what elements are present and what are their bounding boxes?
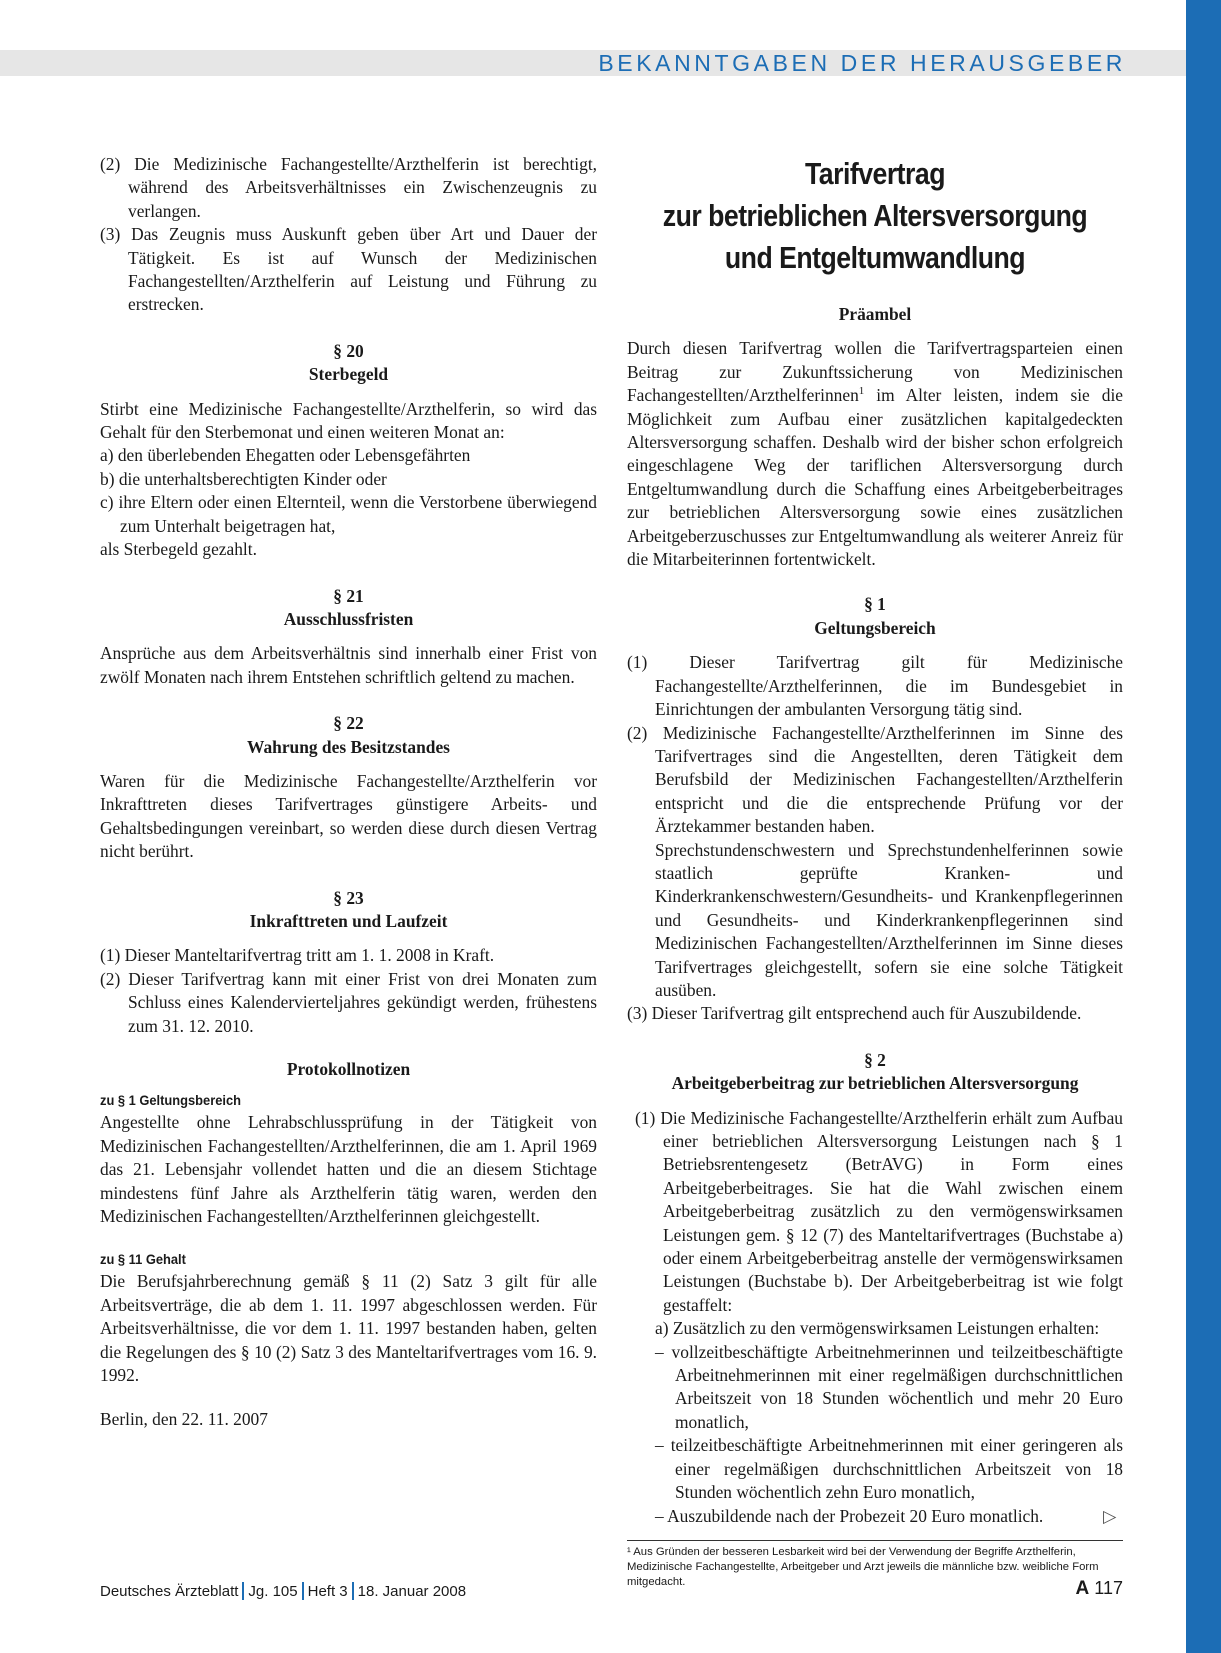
section-2-dash-3: – Auszubildende nach der Probezeit 20 Euro monatlich. ▷ bbox=[655, 1505, 1117, 1526]
volume: Jg. 105 bbox=[248, 1583, 298, 1600]
section-20-number: § 20 bbox=[333, 340, 364, 361]
section-20-item-b: b) die unterhaltsberechtigten Kinder oder bbox=[100, 468, 387, 489]
section-22-title: Wahrung des Besitzstandes bbox=[247, 736, 450, 757]
paragraph-3: (3) Das Zeugnis muss Auskunft geben über Art und Dauer der Tätigkeit. Es ist auf Wunsch der Medizinischen Fachangestellten/Arzthelferin auf Leistung und Führung zu erstrecken. bbox=[100, 224, 597, 315]
section-23-title: Inkrafttreten und Laufzeit bbox=[249, 910, 448, 931]
note-1-title: zu § 1 Geltungsbereich bbox=[100, 1092, 242, 1109]
section-20-intro: Stirbt eine Medizinische Fachangestellte/Arzthelferin, so wird das Gehalt für den Sterbemonat und einen weiteren Monat an: bbox=[100, 398, 597, 443]
section-20-item-a: a) den überlebenden Ehegatten oder Lebensgefährten bbox=[100, 445, 471, 466]
section-23-item-2: (2) Dieser Tarifvertrag kann mit einer Frist von drei Monaten zum Schluss eines Kalendervierteljahres gekündigt werden, frühestens zum 31. 12. 2010. bbox=[100, 968, 597, 1036]
section-2-item-1: (1) Die Medizinische Fachangestellte/Arzthelferin erhält zum Aufbau einer betrieblichen Altersversorgung Leistungen nach § 1 Betriebsrentengesetz (BetrAVG) in Form eines Arbeitgeberbeitrages. Sie hat die Wahl zwischen einem Arbeitgeberbeitrag zusätzlich zu den vermögenswirksamen Leistungen gem. § 12 (7) des Manteltarifvertrages (Buchstabe a) oder einem Arbeitgeberbeitrag anstelle der vermögenswirksamen Leistungen (Buchstabe b). Der Arbeitgeberbeitrag ist wie folgt gestaffelt: bbox=[635, 1107, 1123, 1315]
section-1-item-1: (1) Dieser Tarifvertrag gilt für Medizinische Fachangestellte/Arzthelferinnen, die im Bundesgebiet in Einrichtungen der ambulanten Versorgung tätig sind. bbox=[627, 652, 1123, 720]
section-21-text: Ansprüche aus dem Arbeitsverhältnis sind innerhalb einer Frist von zwölf Monaten nach ihrem Entstehen schriftlich geltend zu machen. bbox=[100, 643, 597, 687]
issue: Heft 3 bbox=[307, 1583, 348, 1600]
right-column bbox=[627, 153, 1123, 1590]
section-1-item-2-cont: Sprechstundenschwestern und Sprechstundenhelferinnen sowie staatlich geprüfte Kranken- und Kinderkrankenschwestern/Gesundheits- und Krankenpflegerinnen und Gesundheits- und Kinderkrankenpflegerinnen sind Medizinischen Fachangestellten/Arzthelferinnen im Sinne dieses Tarifvertrages gleichgestellt, sofern sie eine solche Tätigkeit ausüben. bbox=[655, 839, 1123, 1000]
section-20-item-c: c) ihre Eltern oder einen Elternteil, wenn die Verstorbene überwiegend zum Unterhalt beigetragen hat, bbox=[100, 492, 597, 536]
left-column bbox=[100, 153, 597, 1432]
title-line-1: Tarifvertrag bbox=[804, 156, 945, 191]
note-1-text: Angestellte ohne Lehrabschlussprüfung in der Tätigkeit von Medizinischen Fachangestellten/Arzthelferinnen, die am 1. April 1969 das 21. Lebensjahr vollendet hatten und die an diesem Stichtage mindestens fünf Jahre als Arzthelferin tätig waren, werden den Medizinischen Fachangestellten/Arzthelferinnen gleichgestellt. bbox=[100, 1112, 597, 1227]
title-line-3: und Entgeltumwandlung bbox=[724, 240, 1026, 275]
section-2-item-a: a) Zusätzlich zu den vermögenswirksamen Leistungen erhalten: bbox=[655, 1318, 1100, 1339]
section-2-number: § 2 bbox=[864, 1049, 886, 1070]
blue-sidebar bbox=[1186, 0, 1221, 1653]
page-footer bbox=[100, 1582, 466, 1600]
section-2-dash-2: – teilzeitbeschäftigte Arbeitnehmerinnen mit einer geringeren als einer regelmäßigen durchschnittlichen Arbeitszeit von 18 Stunden wöchentlich zehn Euro monatlich, bbox=[655, 1435, 1123, 1503]
place-date: Berlin, den 22. 11. 2007 bbox=[100, 1409, 268, 1430]
footer-separator bbox=[242, 1582, 244, 1600]
footer-separator bbox=[302, 1582, 304, 1600]
section-20-end: als Sterbegeld gezahlt. bbox=[100, 539, 257, 560]
note-2-text: Die Berufsjahrberechnung gemäß § 11 (2) Satz 3 gilt für alle Arbeitsverträge, die ab dem 1. 11. 1997 abgeschlossen werden. Für Arbeitsverhältnisse, die vor dem 1. 11. 1997 bestanden haben, gelten die Regelungen des § 10 (2) Satz 3 des Manteltarifvertrages vom 16. 9. 1992. bbox=[100, 1271, 597, 1386]
section-23-item-1: (1) Dieser Manteltarifvertrag tritt am 1. 1. 2008 in Kraft. bbox=[100, 945, 495, 966]
journal-name: Deutsches Ärzteblatt bbox=[100, 1583, 239, 1600]
paragraph-2: (2) Die Medizinische Fachangestellte/Arzthelferin ist berechtigt, während des Arbeitsverhältnisses ein Zwischenzeugnis zu verlangen. bbox=[100, 154, 597, 221]
section-header: BEKANNTGABEN DER HERAUSGEBER bbox=[598, 50, 1126, 76]
section-20-title: Sterbegeld bbox=[308, 364, 389, 385]
praeambel-text: Durch diesen Tarifvertrag wollen die Tarifvertragsparteien einen Beitrag zur Zukunftssicherung von Medizinischen Fachangestellten/Arzthelferinnen$^1$ im Alter leisten, indem sie die Möglichkeit zum Aufbau einer zusätzlichen kapitalgedeckten Altersversorgung schaffen. Deshalb wird der bisher schon erfolgreich eingeschlagene Weg der tariflichen Altersversorgung durch Entgeltumwandlung durch die Schaffung eines Arbeitgeberbeitrages zur betrieblichen Altersversorgung sowie eines zusätzlichen Arbeitgeberzuschusses zur Entgeltumwandlung als weiterer Anreiz für die Mitarbeiterinnen fortentwickelt. bbox=[627, 338, 1123, 570]
section-1-item-3: (3) Dieser Tarifvertrag gilt entsprechend auch für Auszubildende. bbox=[627, 1003, 1082, 1024]
praeambel-title: Präambel bbox=[838, 304, 912, 324]
section-2-dash-1: – vollzeitbeschäftigte Arbeitnehmerinnen und teilzeitbeschäftigte Arbeitnehmerinnen mit einer regelmäßigen durchschnittlichen Arbeitszeit von 18 Stunden wöchentlich und mehr 20 Euro monatlich, bbox=[655, 1341, 1123, 1432]
page-number: A 117 bbox=[1075, 1578, 1123, 1599]
section-1-number: § 1 bbox=[864, 594, 886, 615]
section-2-title: Arbeitgeberbeitrag zur betrieblichen Altersversorgung bbox=[671, 1073, 1079, 1094]
section-1-item-2: (2) Medizinische Fachangestellte/Arzthelferinnen im Sinne des Tarifvertrages sind die Angestellten, deren Tätigkeit dem Berufsbild der Medizinischen Fachangestellten/Arzthelferin entspricht und die die entsprechende Prüfung vor der Ärztekammer bestanden haben. bbox=[627, 722, 1123, 837]
section-22-number: § 22 bbox=[333, 713, 364, 734]
section-21-title: Ausschlussfristen bbox=[283, 608, 414, 629]
footnote-marker[interactable]: 1 bbox=[858, 385, 865, 398]
title-line-2: zur betrieblichen Altersversorgung bbox=[662, 198, 1088, 233]
document-title bbox=[627, 153, 1123, 279]
note-2-title: zu § 11 Gehalt bbox=[100, 1251, 186, 1268]
footnote: ¹ Aus Gründen der besseren Lesbarkeit wird bei der Verwendung der Begriffe Arzthelferin, Medizinische Fachangestellte, Arbeitgeber und Arzt jeweils die männliche bzw. weibliche Form mitgedacht. bbox=[627, 1540, 1123, 1590]
section-22-text: Waren für die Medizinische Fachangestellte/Arzthelferin vor Inkrafttreten dieses Tarifvertrages günstigere Arbeits- und Gehaltsbedingungen vereinbart, so werden diese durch diesen Vertrag nicht berührt. bbox=[100, 770, 597, 862]
protocol-notes-title: Protokollnotizen bbox=[286, 1059, 411, 1079]
footer-separator bbox=[352, 1582, 354, 1600]
section-21-number: § 21 bbox=[333, 585, 364, 606]
section-1-title: Geltungsbereich bbox=[814, 617, 936, 638]
section-23-number: § 23 bbox=[333, 887, 364, 908]
issue-date: 18. Januar 2008 bbox=[357, 1583, 467, 1600]
